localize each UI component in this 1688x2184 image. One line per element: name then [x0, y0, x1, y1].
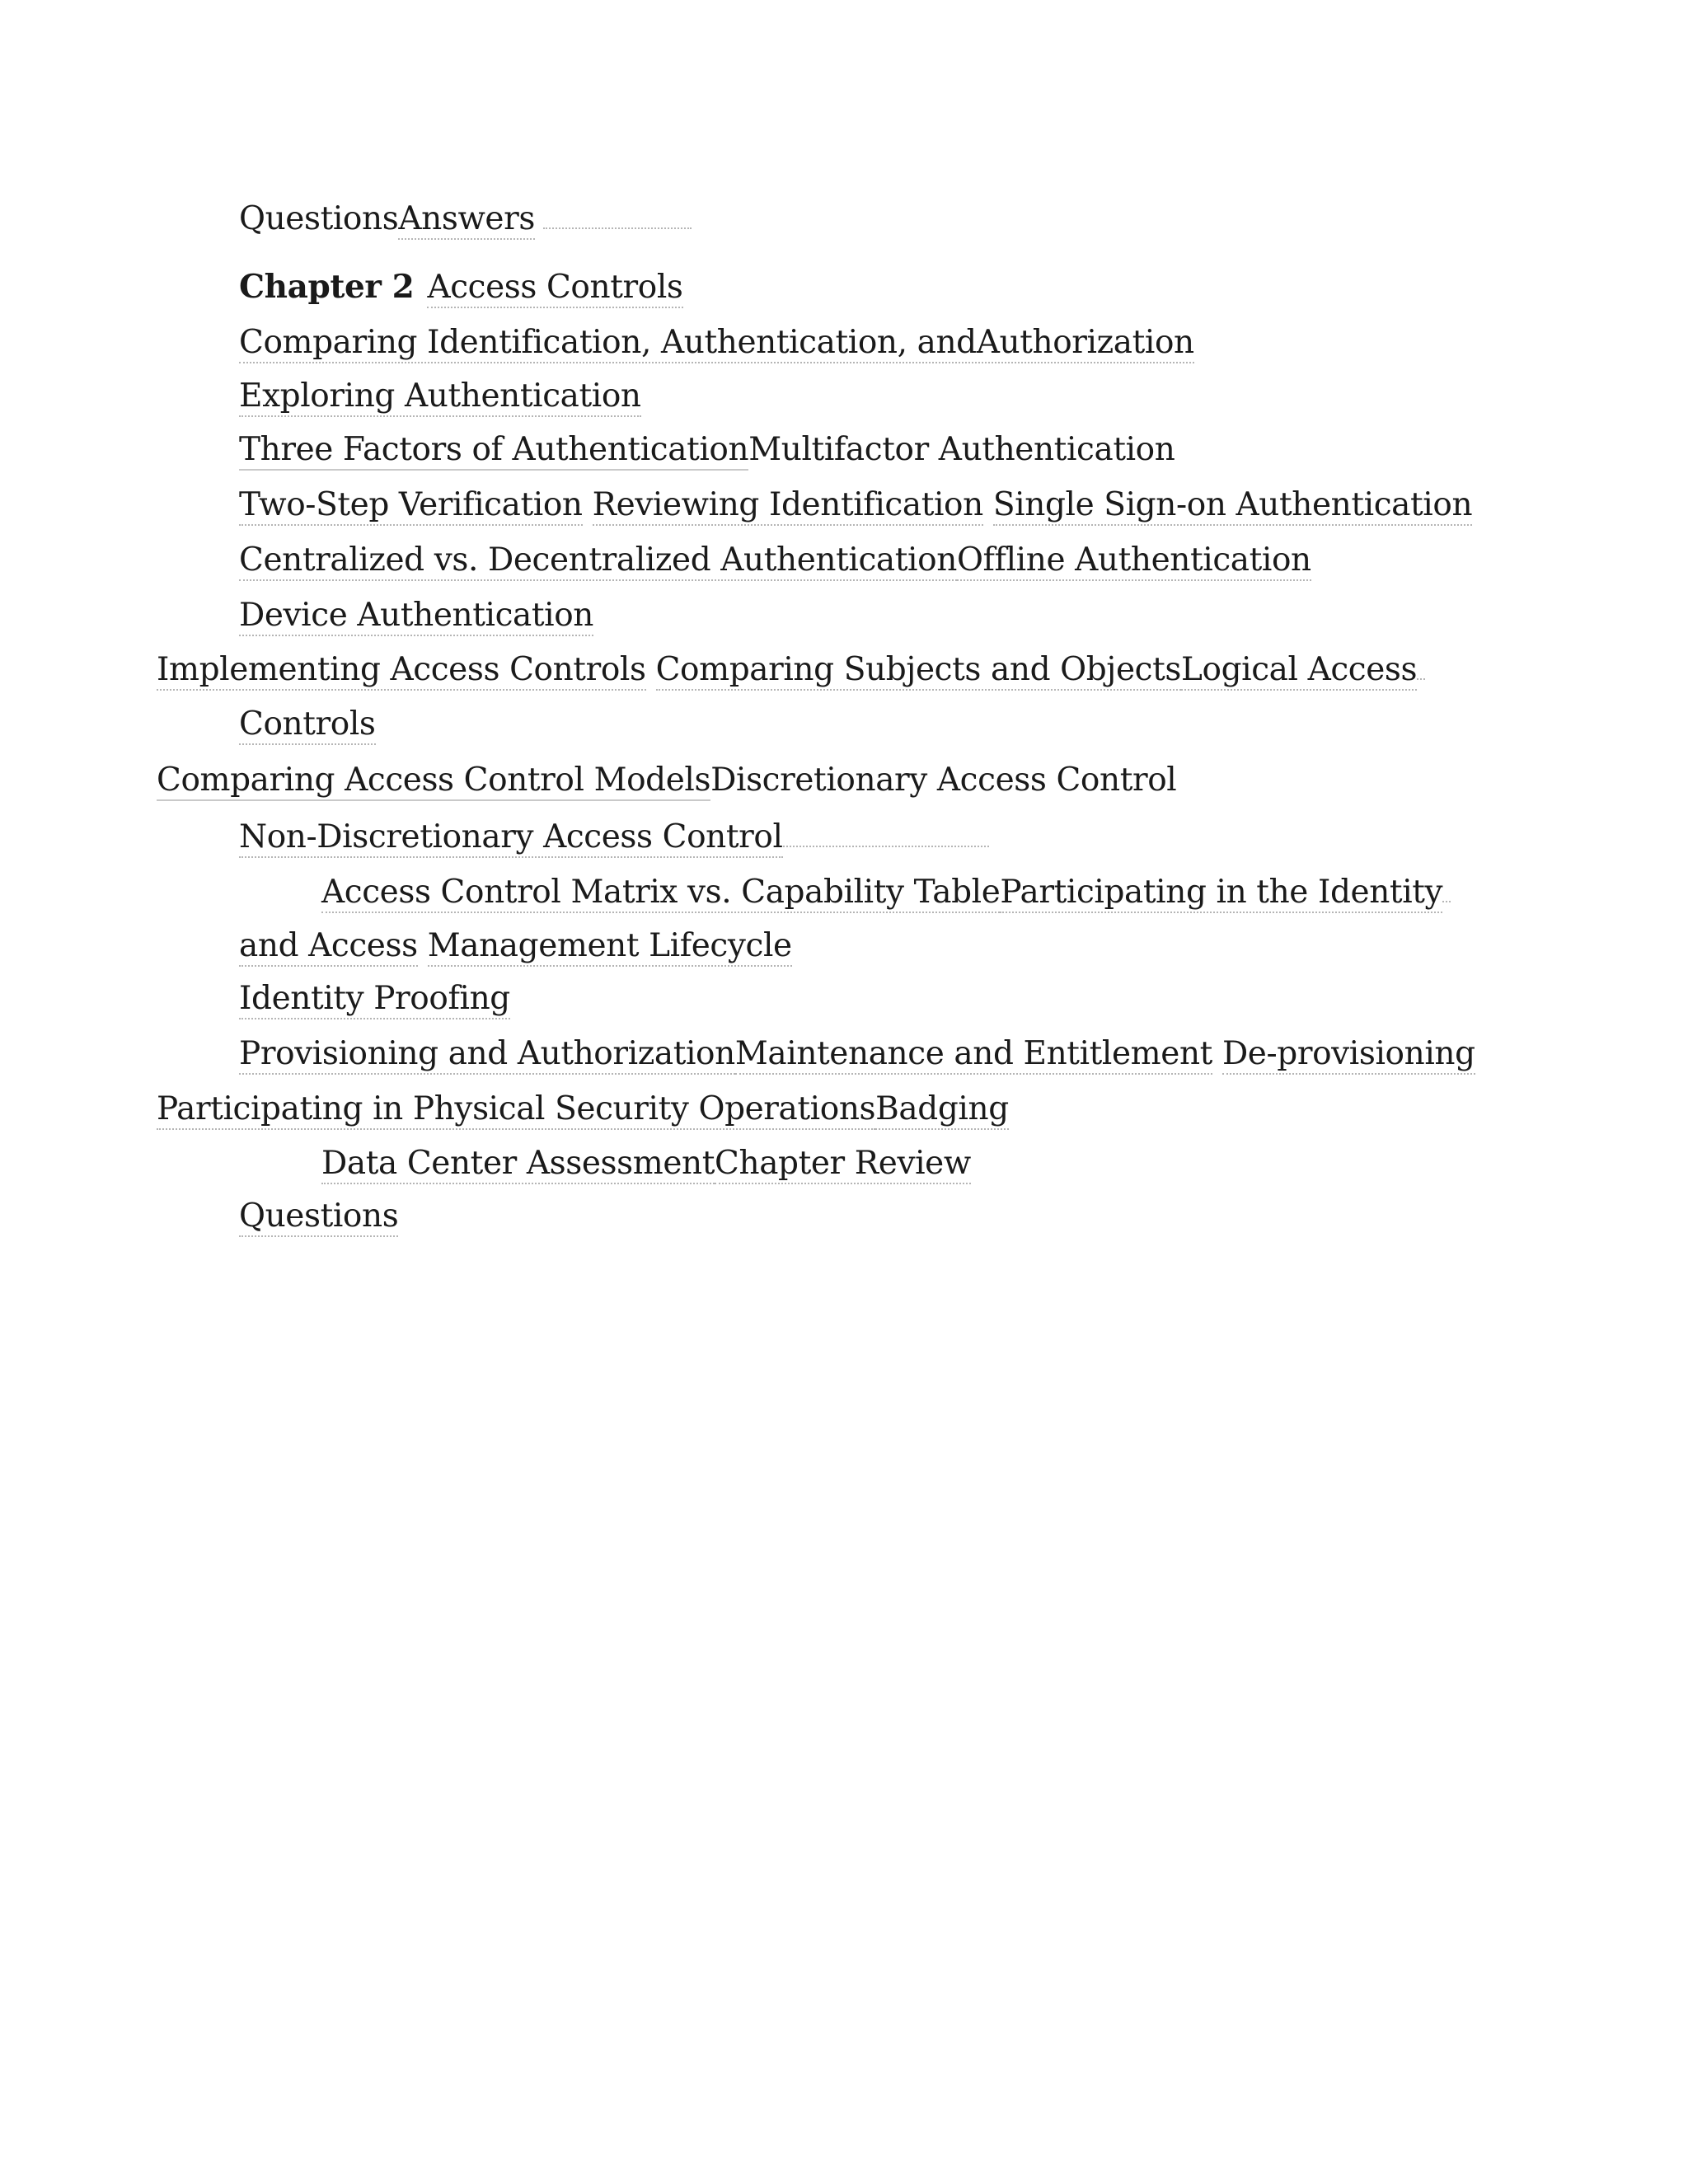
toc-entry-discretionary[interactable]: Discretionary Access Control — [710, 762, 1177, 799]
toc-line-13 — [321, 873, 1451, 912]
toc-entry-answers[interactable]: Answers — [398, 200, 535, 240]
toc-line-11 — [157, 761, 1176, 800]
toc-entry-centralized[interactable]: Centralized vs. Decentralized Authentication — [239, 541, 957, 581]
toc-entry-comparing-identification[interactable]: Comparing Identification, Authentication, andAuthorization — [239, 324, 1194, 363]
toc-leader — [1442, 876, 1451, 902]
toc-line-6 — [239, 485, 1472, 525]
toc-line-16 — [239, 1034, 1475, 1074]
toc-leader — [1417, 654, 1425, 680]
toc-entry-offline[interactable]: Offline Authentication — [957, 541, 1311, 581]
toc-line-7 — [239, 541, 1311, 580]
toc-entry-logical-access[interactable]: Logical Access — [1181, 651, 1417, 691]
toc-entry-two-step[interactable]: Two-Step Verification — [239, 486, 583, 526]
toc-line-chapter-2 — [239, 267, 683, 307]
toc-leader — [543, 203, 692, 229]
toc-entry-reviewing-identification[interactable]: Reviewing Identification — [593, 486, 983, 526]
toc-entry-controls[interactable]: Controls — [239, 705, 376, 745]
toc-entry-provisioning[interactable]: Provisioning and Authorization — [239, 1035, 735, 1075]
toc-entry-chapter-review[interactable]: Chapter Review — [715, 1145, 971, 1184]
toc-entry-maintenance[interactable]: Maintenance and Entitlement — [735, 1035, 1212, 1075]
toc-line-15 — [239, 979, 510, 1019]
toc-line-19 — [239, 1197, 398, 1236]
toc-entry-and-access[interactable]: and Access — [239, 927, 418, 967]
toc-line-9 — [157, 650, 1425, 690]
toc-entry-badging[interactable]: Badging — [875, 1090, 1009, 1130]
toc-entry-single-sign-on[interactable]: Single Sign-on Authentication — [993, 486, 1472, 526]
toc-line-3 — [239, 323, 1194, 363]
toc-line-17 — [157, 1090, 1009, 1129]
toc-line-14 — [239, 926, 792, 966]
toc-line-4 — [239, 377, 641, 416]
toc-leader — [783, 821, 989, 847]
toc-line-questions-answers — [239, 199, 692, 239]
toc-line-10 — [239, 705, 376, 744]
toc-entry-subjects-objects[interactable]: Comparing Subjects and Objects — [656, 651, 1181, 691]
toc-entry-implementing-access[interactable]: Implementing Access Controls — [157, 651, 646, 691]
toc-line-18 — [321, 1144, 971, 1183]
toc-entry-exploring-authentication[interactable]: Exploring Authentication — [239, 377, 641, 417]
toc-entry-identity-proofing[interactable]: Identity Proofing — [239, 980, 510, 1019]
toc-entry-questions[interactable]: Questions — [239, 200, 399, 237]
toc-entry-management-lifecycle[interactable]: Management Lifecycle — [428, 927, 792, 967]
toc-entry-three-factors[interactable]: Three Factors of Authentication — [239, 431, 748, 471]
toc-line-12 — [239, 818, 989, 857]
toc-entry-chapter-title[interactable]: Access Controls — [427, 269, 682, 308]
toc-entry-device-authentication[interactable]: Device Authentication — [239, 597, 593, 636]
toc-entry-de-provisioning[interactable]: De-provisioning — [1222, 1035, 1475, 1075]
toc-entry-data-center[interactable]: Data Center Assessment — [321, 1145, 715, 1184]
toc-entry-non-discretionary[interactable]: Non-Discretionary Access Control — [239, 818, 783, 858]
toc-entry-questions-final[interactable]: Questions — [239, 1197, 398, 1237]
toc-entry-multifactor[interactable]: Multifactor Authentication — [748, 431, 1175, 468]
toc-entry-participating-identity[interactable]: Participating in the Identity — [1000, 874, 1442, 913]
chapter-number: Chapter 2 — [239, 268, 415, 306]
toc-line-5 — [239, 430, 1175, 470]
toc-entry-physical-security[interactable]: Participating in Physical Security Operations — [157, 1090, 875, 1130]
toc-line-8 — [239, 596, 593, 635]
toc-entry-comparing-models[interactable]: Comparing Access Control Models — [157, 762, 710, 801]
toc-entry-access-matrix[interactable]: Access Control Matrix vs. Capability Table — [321, 874, 1000, 913]
